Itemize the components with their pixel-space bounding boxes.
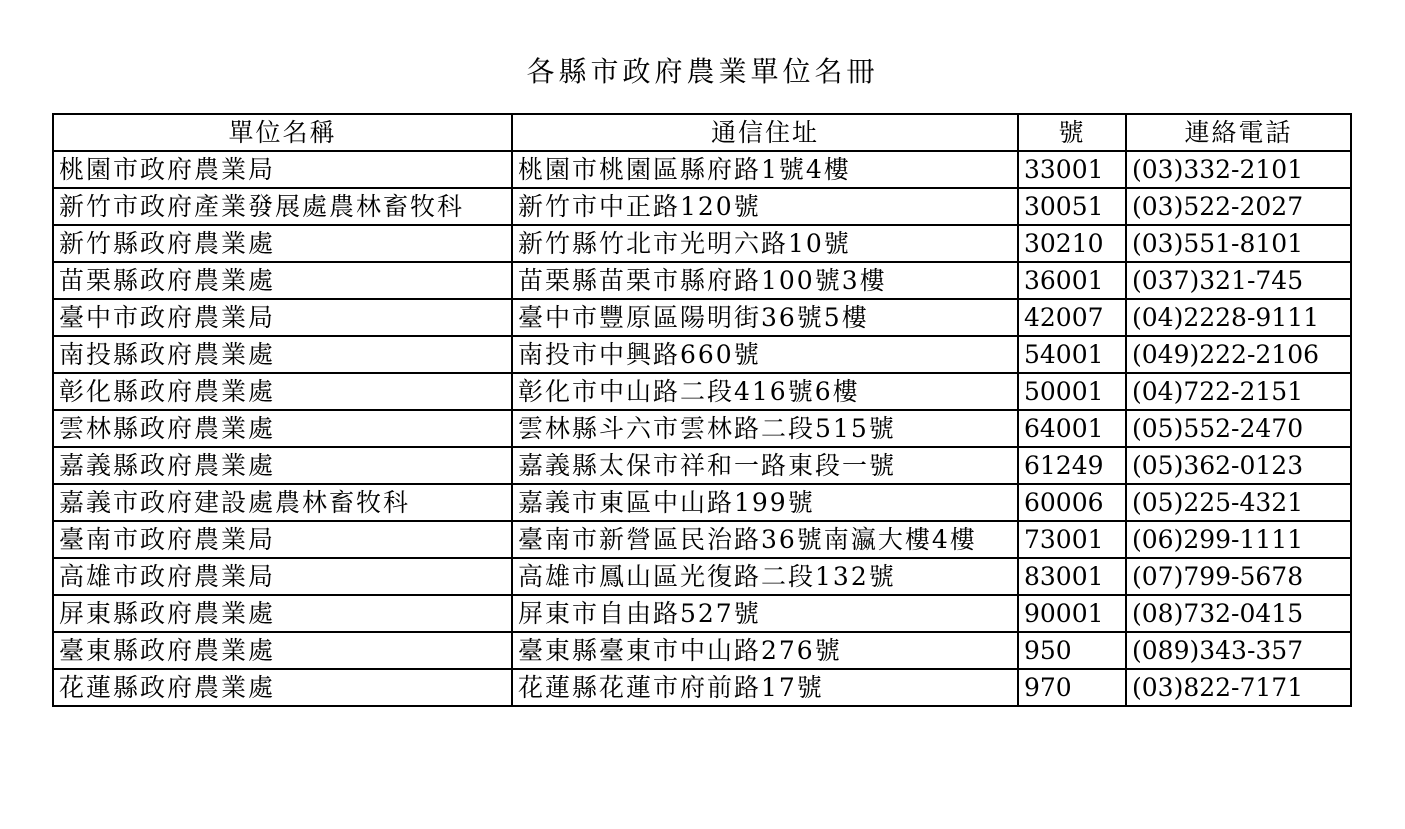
cell-phone: (04)722-2151 <box>1126 373 1351 410</box>
cell-name: 臺東縣政府農業處 <box>53 632 512 669</box>
cell-address: 臺中市豐原區陽明街36號5樓 <box>512 299 1018 336</box>
table-row <box>53 558 1351 595</box>
cell-zip: 30051 <box>1018 188 1126 225</box>
table-row <box>53 521 1351 558</box>
cell-zip: 30210 <box>1018 225 1126 262</box>
table-row <box>53 410 1351 447</box>
table-row <box>53 484 1351 521</box>
cell-phone: (07)799-5678 <box>1126 558 1351 595</box>
table-row <box>53 151 1351 188</box>
cell-address: 嘉義縣太保市祥和一路東段一號 <box>512 447 1018 484</box>
cell-zip: 90001 <box>1018 595 1126 632</box>
cell-name: 臺中市政府農業局 <box>53 299 512 336</box>
table-row <box>53 669 1351 706</box>
page-title: 各縣市政府農業單位名冊 <box>526 55 879 88</box>
cell-phone: (05)225-4321 <box>1126 484 1351 521</box>
cell-zip: 42007 <box>1018 299 1126 336</box>
cell-phone: (05)552-2470 <box>1126 410 1351 447</box>
table-row <box>53 447 1351 484</box>
header-zip: 號 <box>1018 114 1126 151</box>
cell-address: 臺南市新營區民治路36號南瀛大樓4樓 <box>512 521 1018 558</box>
cell-address: 彰化市中山路二段416號6樓 <box>512 373 1018 410</box>
table-row <box>53 595 1351 632</box>
cell-phone: (08)732-0415 <box>1126 595 1351 632</box>
cell-zip: 73001 <box>1018 521 1126 558</box>
cell-address: 花蓮縣花蓮市府前路17號 <box>512 669 1018 706</box>
table-row <box>53 373 1351 410</box>
cell-name: 屏東縣政府農業處 <box>53 595 512 632</box>
cell-phone: (089)343-357 <box>1126 632 1351 669</box>
agency-table <box>52 113 1352 707</box>
cell-zip: 970 <box>1018 669 1126 706</box>
cell-address: 高雄市鳳山區光復路二段132號 <box>512 558 1018 595</box>
cell-name: 苗栗縣政府農業處 <box>53 262 512 299</box>
cell-zip: 83001 <box>1018 558 1126 595</box>
cell-zip: 36001 <box>1018 262 1126 299</box>
table-row <box>53 299 1351 336</box>
table-row <box>53 262 1351 299</box>
cell-name: 桃園市政府農業局 <box>53 151 512 188</box>
cell-phone: (03)551-8101 <box>1126 225 1351 262</box>
cell-address: 苗栗縣苗栗市縣府路100號3樓 <box>512 262 1018 299</box>
table-row <box>53 188 1351 225</box>
cell-name: 新竹市政府產業發展處農林畜牧科 <box>53 188 512 225</box>
cell-zip: 950 <box>1018 632 1126 669</box>
cell-phone: (04)2228-9111 <box>1126 299 1351 336</box>
table-row <box>53 336 1351 373</box>
cell-phone: (06)299-1111 <box>1126 521 1351 558</box>
header-name: 單位名稱 <box>53 114 512 151</box>
cell-zip: 60006 <box>1018 484 1126 521</box>
cell-phone: (037)321-745 <box>1126 262 1351 299</box>
table-row <box>53 225 1351 262</box>
cell-address: 屏東市自由路527號 <box>512 595 1018 632</box>
header-phone: 連絡電話 <box>1126 114 1351 151</box>
cell-zip: 33001 <box>1018 151 1126 188</box>
cell-name: 雲林縣政府農業處 <box>53 410 512 447</box>
cell-address: 雲林縣斗六市雲林路二段515號 <box>512 410 1018 447</box>
cell-address: 臺東縣臺東市中山路276號 <box>512 632 1018 669</box>
cell-name: 新竹縣政府農業處 <box>53 225 512 262</box>
cell-name: 花蓮縣政府農業處 <box>53 669 512 706</box>
table-header-row <box>53 114 1351 151</box>
cell-address: 新竹縣竹北市光明六路10號 <box>512 225 1018 262</box>
cell-zip: 54001 <box>1018 336 1126 373</box>
cell-zip: 64001 <box>1018 410 1126 447</box>
cell-phone: (03)522-2027 <box>1126 188 1351 225</box>
cell-phone: (03)332-2101 <box>1126 151 1351 188</box>
cell-name: 嘉義縣政府農業處 <box>53 447 512 484</box>
cell-name: 彰化縣政府農業處 <box>53 373 512 410</box>
cell-name: 嘉義市政府建設處農林畜牧科 <box>53 484 512 521</box>
cell-phone: (03)822-7171 <box>1126 669 1351 706</box>
header-address: 通信住址 <box>512 114 1018 151</box>
cell-phone: (049)222-2106 <box>1126 336 1351 373</box>
cell-address: 南投市中興路660號 <box>512 336 1018 373</box>
cell-address: 桃園市桃園區縣府路1號4樓 <box>512 151 1018 188</box>
cell-name: 臺南市政府農業局 <box>53 521 512 558</box>
cell-zip: 61249 <box>1018 447 1126 484</box>
cell-zip: 50001 <box>1018 373 1126 410</box>
cell-address: 新竹市中正路120號 <box>512 188 1018 225</box>
cell-phone: (05)362-0123 <box>1126 447 1351 484</box>
cell-name: 高雄市政府農業局 <box>53 558 512 595</box>
cell-address: 嘉義市東區中山路199號 <box>512 484 1018 521</box>
table-row <box>53 632 1351 669</box>
cell-name: 南投縣政府農業處 <box>53 336 512 373</box>
